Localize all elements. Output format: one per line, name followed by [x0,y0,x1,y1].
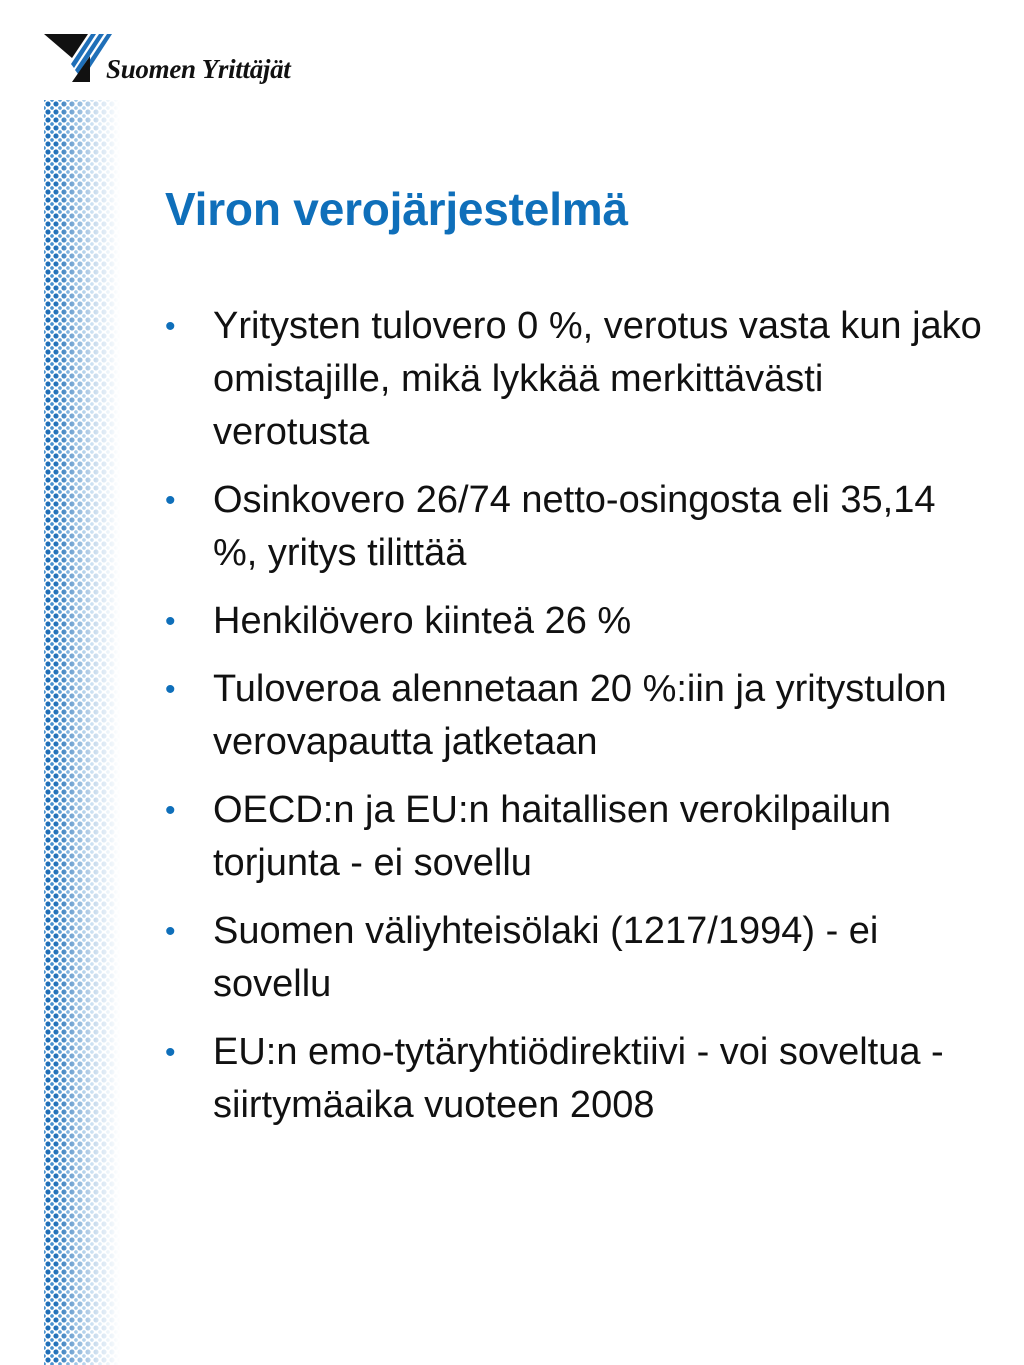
bullet-item [165,595,985,648]
bullet-text: Yritysten tulovero 0 %, verotus vasta kun jako omistajille, mikä lykkää merkittävästi verotusta [213,305,982,453]
logo-text: Suomen Yrittäjät [106,54,291,84]
slide-title: Viron verojärjestelmä [165,183,628,235]
logo [44,34,364,90]
bullet-marker: • [165,673,176,706]
bullet-item [165,1026,985,1132]
triangle-stripes-icon [44,34,114,84]
bullet-item [165,905,985,1011]
bullet-text: Osinkovero 26/74 netto-osingosta eli 35,14 %, yritys tilittää [213,479,936,574]
bullet-text: Henkilövero kiinteä 26 % [213,600,632,642]
bullet-marker: • [165,484,176,517]
bullet-list [165,300,985,1147]
bullet-marker: • [165,605,176,638]
bullet-marker: • [165,915,176,948]
bullet-marker: • [165,310,176,343]
bullet-item [165,663,985,769]
bullet-item [165,784,985,890]
bullet-marker: • [165,794,176,827]
bullet-item [165,474,985,580]
bullet-item [165,300,985,459]
bullet-text: EU:n emo-tytäryhtiödirektiivi - voi soveltua -siirtymäaika vuoteen 2008 [213,1031,944,1126]
dot-pattern-strip [44,100,120,1365]
bullet-text: Tuloveroa alennetaan 20 %:iin ja yritystulon verovapautta jatketaan [213,668,947,763]
bullet-text: OECD:n ja EU:n haitallisen verokilpailun torjunta - ei sovellu [213,789,891,884]
bullet-marker: • [165,1036,176,1069]
bullet-text: Suomen väliyhteisölaki (1217/1994) - ei sovellu [213,910,879,1005]
